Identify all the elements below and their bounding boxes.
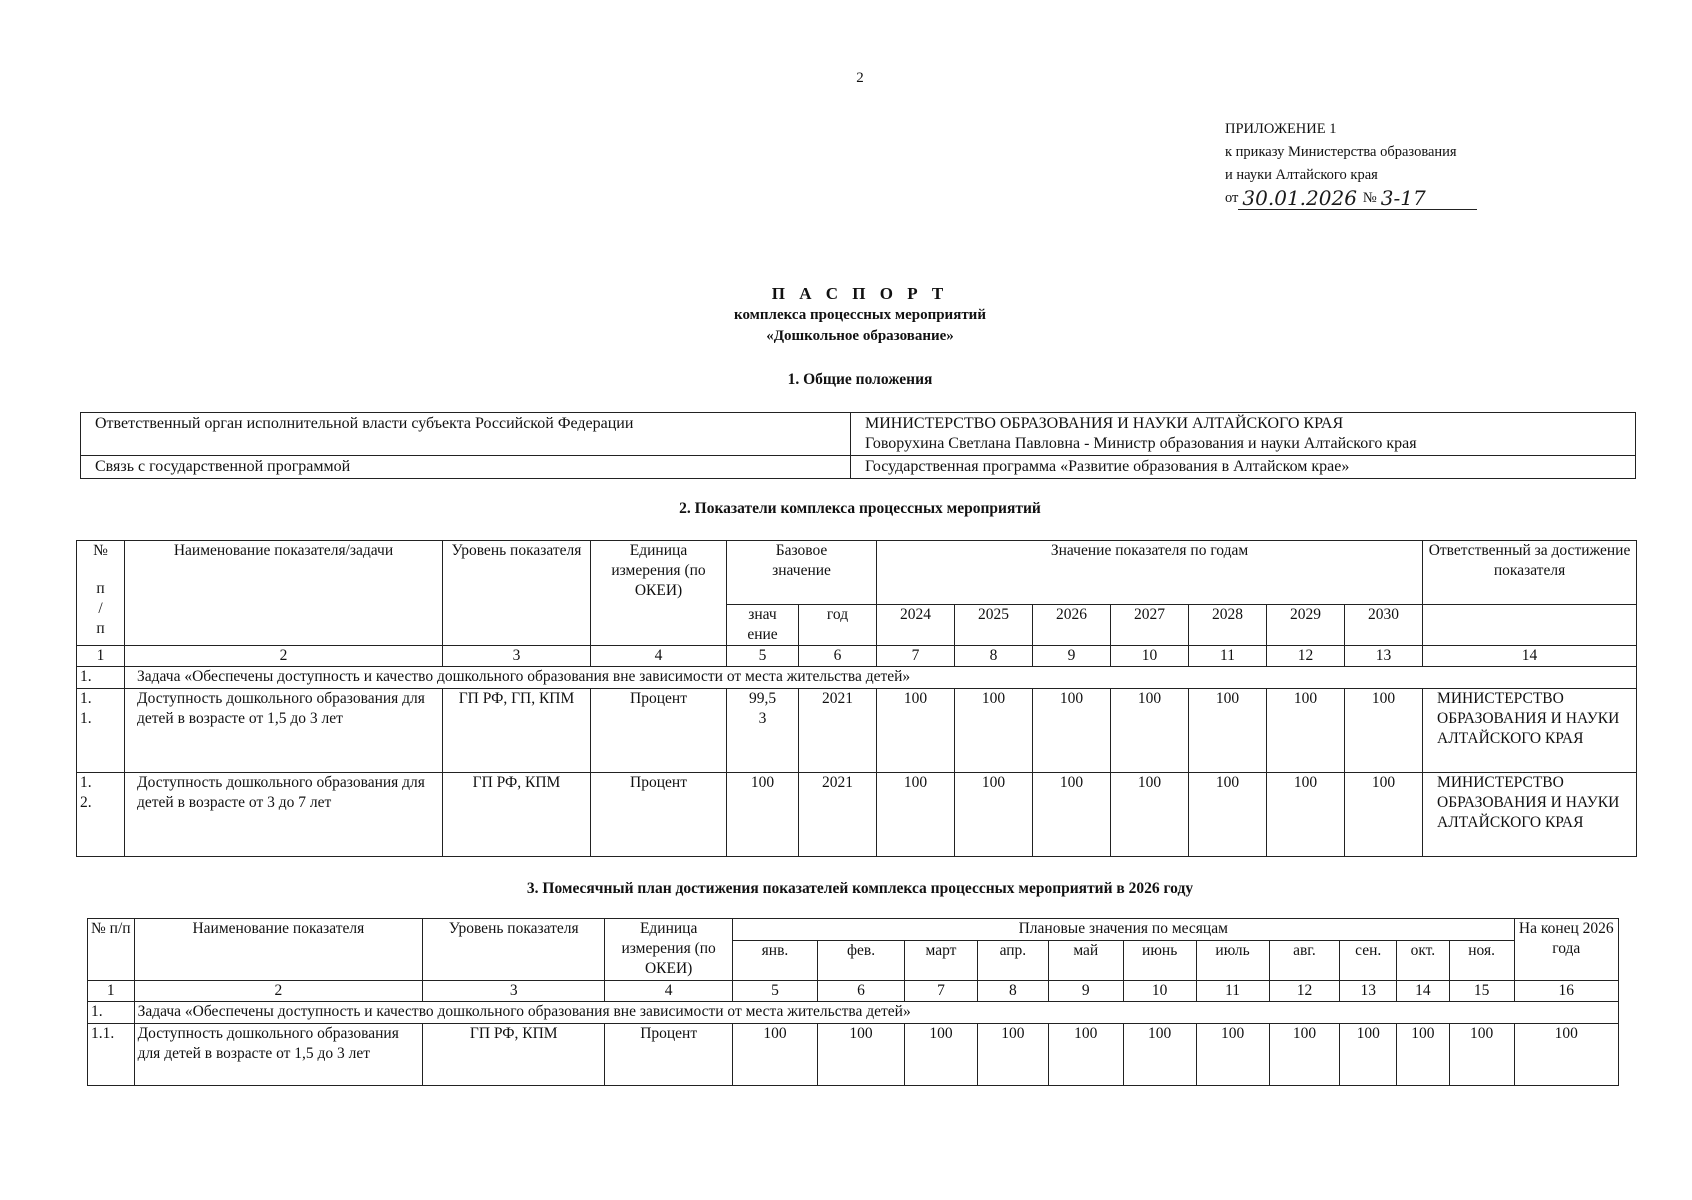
year-header: 2026 bbox=[1033, 605, 1111, 646]
section2-title: 2. Показатели комплекса процессных мероприятий bbox=[679, 500, 1041, 517]
column-number-row: 1 2 3 4 5 6 7 8 9 10 11 12 13 14 bbox=[77, 646, 1637, 667]
year-header: 2029 bbox=[1267, 605, 1345, 646]
year-header: 2030 bbox=[1345, 605, 1423, 646]
year-value: 100 bbox=[1267, 773, 1345, 857]
task-row bbox=[88, 1002, 1619, 1024]
year-value: 100 bbox=[955, 773, 1033, 857]
responsible-value: МИНИСТЕРСТВО ОБРАЗОВАНИЯ И НАУКИ АЛТАЙСКОГО КРАЯ bbox=[1423, 773, 1637, 857]
month-header: ноя. bbox=[1449, 941, 1514, 981]
indicator-level: ГП РФ, ГП, КПМ bbox=[443, 689, 591, 773]
passport-name: «Дошкольное образование» bbox=[766, 328, 954, 344]
level-header: Уровень показателя bbox=[443, 541, 591, 646]
month-header: окт. bbox=[1397, 941, 1450, 981]
handwritten-date: 30.01.2026 bbox=[1238, 187, 1363, 210]
month-header: авг. bbox=[1269, 941, 1340, 981]
minister-name: Говорухина Светлана Павловна - Министр образования и науки Алтайского края bbox=[865, 435, 1417, 452]
year-value: 100 bbox=[1033, 689, 1111, 773]
unit-header: Единица измерения (по ОКЕИ) bbox=[591, 541, 727, 646]
appendix-line2: и науки Алтайского края bbox=[1225, 167, 1378, 183]
responsible-org-label: Ответственный орган исполнительной власти субъекта Российской Федерации bbox=[81, 413, 851, 456]
indicator-level: ГП РФ, КПМ bbox=[443, 773, 591, 857]
indicator-name: Доступность дошкольного образования для детей в возрасте от 1,5 до 3 лет bbox=[125, 689, 443, 773]
month-header: апр. bbox=[977, 941, 1048, 981]
table-header-row bbox=[88, 919, 1619, 941]
month-header: март bbox=[905, 941, 978, 981]
level-header: Уровень показателя bbox=[423, 919, 605, 981]
month-header: сен. bbox=[1340, 941, 1397, 981]
month-value: 100 bbox=[1196, 1024, 1269, 1086]
task-text: Задача «Обеспечены доступность и качество дошкольного образования вне зависимости от места жительства детей» bbox=[125, 667, 1637, 689]
handwritten-number: 3-17 bbox=[1377, 187, 1477, 210]
year-value: 100 bbox=[1111, 689, 1189, 773]
name-header: Наименование показателя/задачи bbox=[125, 541, 443, 646]
page-number: 2 bbox=[856, 70, 864, 86]
year-header: 2024 bbox=[877, 605, 955, 646]
base-year: 2021 bbox=[799, 689, 877, 773]
month-value: 100 bbox=[1269, 1024, 1340, 1086]
indicator-level: ГП РФ, КПМ bbox=[423, 1024, 605, 1086]
base-value-header: знач ение bbox=[727, 605, 799, 646]
passport-title: П А С П О Р Т bbox=[771, 284, 949, 303]
indicator-unit: Процент bbox=[591, 689, 727, 773]
month-header: июль bbox=[1196, 941, 1269, 981]
column-number-row: 1 2 3 4 5 6 7 8 9 10 11 12 13 14 15 16 bbox=[88, 981, 1619, 1002]
from-label: от bbox=[1225, 190, 1239, 206]
month-value: 100 bbox=[1123, 1024, 1196, 1086]
base-year: 2021 bbox=[799, 773, 877, 857]
month-value: 100 bbox=[1340, 1024, 1397, 1086]
planned-header: Плановые значения по месяцам bbox=[732, 919, 1514, 941]
section3-title: 3. Помесячный план достижения показателей комплекса процессных мероприятий в 2026 году bbox=[526, 880, 1194, 897]
task-num: 1. bbox=[88, 1002, 135, 1024]
table-row bbox=[77, 689, 1637, 773]
year-value: 100 bbox=[1189, 689, 1267, 773]
base-value: 99,5 3 bbox=[727, 689, 799, 773]
month-header: июнь bbox=[1123, 941, 1196, 981]
row-num: 1. 1. bbox=[77, 689, 125, 773]
appendix-block bbox=[1225, 118, 1477, 210]
year-end-header: На конец 2026 года bbox=[1514, 919, 1618, 981]
section1-title: 1. Общие положения bbox=[787, 371, 933, 388]
responsible-org-value bbox=[851, 413, 1636, 456]
indicator-unit: Процент bbox=[591, 773, 727, 857]
ministry-name: МИНИСТЕРСТВО ОБРАЗОВАНИЯ И НАУКИ АЛТАЙСКОГО КРАЯ bbox=[865, 415, 1344, 432]
table-header-row bbox=[77, 541, 1637, 605]
month-value: 100 bbox=[1449, 1024, 1514, 1086]
num-header: № п / п bbox=[77, 541, 125, 646]
table-row bbox=[77, 773, 1637, 857]
program-link-label: Связь с государственной программой bbox=[81, 456, 851, 479]
year-value: 100 bbox=[877, 773, 955, 857]
years-header: Значение показателя по годам bbox=[877, 541, 1423, 605]
year-value: 100 bbox=[1111, 773, 1189, 857]
indicator-unit: Процент bbox=[605, 1024, 733, 1086]
month-value: 100 bbox=[905, 1024, 978, 1086]
year-value: 100 bbox=[877, 689, 955, 773]
indicator-name: Доступность дошкольного образования для детей в возрасте от 3 до 7 лет bbox=[125, 773, 443, 857]
year-value: 100 bbox=[1189, 773, 1267, 857]
row-num: 1.1. bbox=[88, 1024, 135, 1086]
unit-header: Единица измерения (по ОКЕИ) bbox=[605, 919, 733, 981]
year-header: 2025 bbox=[955, 605, 1033, 646]
general-info-table bbox=[80, 412, 1636, 479]
year-value: 100 bbox=[1267, 689, 1345, 773]
year-value: 100 bbox=[1345, 689, 1423, 773]
table-row bbox=[81, 413, 1636, 456]
num-header: № п/п bbox=[88, 919, 135, 981]
year-value: 100 bbox=[955, 689, 1033, 773]
year-header: 2028 bbox=[1189, 605, 1267, 646]
month-value: 100 bbox=[1397, 1024, 1450, 1086]
appendix-title: ПРИЛОЖЕНИЕ 1 bbox=[1225, 121, 1337, 137]
appendix-line1: к приказу Министерства образования bbox=[1225, 144, 1457, 160]
year-value: 100 bbox=[1033, 773, 1111, 857]
appendix-date-line bbox=[1225, 187, 1477, 210]
program-link-value: Государственная программа «Развитие образования в Алтайском крае» bbox=[851, 456, 1636, 479]
table-row bbox=[81, 456, 1636, 479]
base-value: 100 bbox=[727, 773, 799, 857]
name-header: Наименование показателя bbox=[134, 919, 423, 981]
row-num: 1. 2. bbox=[77, 773, 125, 857]
month-header: фев. bbox=[817, 941, 904, 981]
month-header: янв. bbox=[732, 941, 817, 981]
passport-subtitle: комплекса процессных мероприятий bbox=[734, 307, 986, 323]
responsible-value: МИНИСТЕРСТВО ОБРАЗОВАНИЯ И НАУКИ АЛТАЙСКОГО КРАЯ bbox=[1423, 689, 1637, 773]
month-header: май bbox=[1048, 941, 1123, 981]
number-label: № bbox=[1363, 187, 1377, 210]
year-value: 100 bbox=[1345, 773, 1423, 857]
month-value: 100 bbox=[977, 1024, 1048, 1086]
month-value: 100 bbox=[732, 1024, 817, 1086]
year-end-value: 100 bbox=[1514, 1024, 1618, 1086]
month-value: 100 bbox=[1048, 1024, 1123, 1086]
task-row bbox=[77, 667, 1637, 689]
indicator-name: Доступность дошкольного образования для детей в возрасте от 1,5 до 3 лет bbox=[134, 1024, 423, 1086]
year-header: 2027 bbox=[1111, 605, 1189, 646]
task-text: Задача «Обеспечены доступность и качество дошкольного образования вне зависимости от места жительства детей» bbox=[134, 1002, 1618, 1024]
month-value: 100 bbox=[817, 1024, 904, 1086]
table-row bbox=[88, 1024, 1619, 1086]
base-year-header: год bbox=[799, 605, 877, 646]
monthly-plan-table bbox=[87, 918, 1619, 1086]
task-num: 1. bbox=[77, 667, 125, 689]
base-header: Базовое значение bbox=[727, 541, 877, 605]
indicators-table bbox=[76, 540, 1637, 857]
responsible-header: Ответственный за достижение показателя bbox=[1423, 541, 1637, 605]
